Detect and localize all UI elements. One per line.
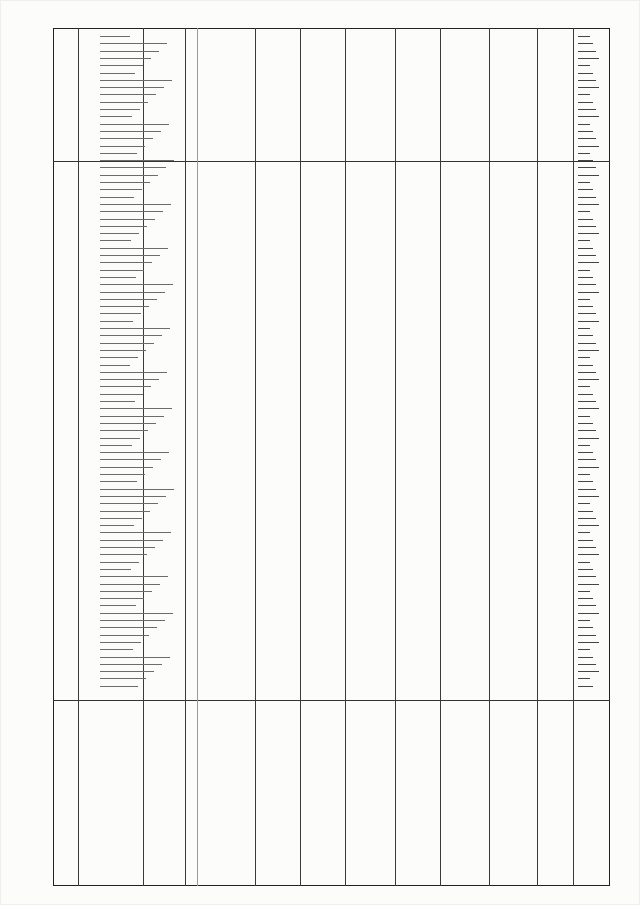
scanned-text-line	[100, 525, 134, 526]
scanned-value-mark	[578, 620, 590, 621]
scanned-value-mark	[578, 657, 593, 658]
scanned-text-line	[100, 547, 155, 548]
scanned-value-mark	[578, 525, 599, 526]
scanned-text-line	[100, 160, 174, 161]
scanned-value-mark	[578, 313, 596, 314]
scanned-text-line	[100, 562, 139, 563]
scanned-value-mark	[578, 51, 596, 52]
scanned-text-line	[100, 678, 146, 679]
scanned-value-mark	[578, 270, 590, 271]
scanned-text-line	[100, 131, 161, 132]
scanned-text-line	[100, 211, 163, 212]
scanned-text-line	[100, 51, 159, 52]
scanned-value-mark	[578, 350, 599, 351]
scanned-text-line	[100, 511, 150, 512]
column-divider	[440, 28, 441, 886]
scanned-value-mark	[578, 262, 599, 263]
scanned-value-mark	[578, 138, 596, 139]
scanned-value-mark	[578, 80, 596, 81]
scanned-value-mark	[578, 248, 593, 249]
scanned-text-line	[100, 182, 150, 183]
scanned-value-mark	[578, 299, 590, 300]
scanned-text-line	[100, 496, 166, 497]
column-divider	[395, 28, 396, 886]
scanned-text-line	[100, 102, 148, 103]
scanned-value-mark	[578, 591, 590, 592]
scanned-value-mark	[578, 124, 590, 125]
scanned-text-line	[100, 284, 173, 285]
scanned-text-line	[100, 401, 135, 402]
scanned-text-line	[100, 474, 145, 475]
scanned-value-mark	[578, 430, 596, 431]
scanned-value-mark	[578, 43, 593, 44]
scanned-text-line	[100, 313, 141, 314]
scanned-value-mark	[578, 598, 593, 599]
scanned-text-line	[100, 43, 167, 44]
scanned-value-mark	[578, 87, 599, 88]
scanned-value-mark	[578, 671, 599, 672]
scanned-text-line	[100, 613, 173, 614]
column-divider	[573, 28, 574, 886]
scanned-value-mark	[578, 146, 599, 147]
scanned-text-line	[100, 65, 143, 66]
scanned-value-mark	[578, 160, 593, 161]
scanned-value-mark	[578, 416, 590, 417]
scanned-value-mark	[578, 562, 590, 563]
scanned-value-mark	[578, 240, 590, 241]
scanned-value-mark	[578, 642, 599, 643]
scanned-value-mark	[578, 36, 590, 37]
scanned-value-mark	[578, 131, 593, 132]
column-divider	[489, 28, 490, 886]
scanned-value-mark	[578, 372, 596, 373]
scanned-text-line	[100, 189, 142, 190]
scanned-text-line	[100, 664, 162, 665]
column-divider	[143, 28, 144, 886]
scanned-text-line	[100, 598, 144, 599]
scanned-text-line	[100, 219, 155, 220]
scanned-value-mark	[578, 204, 599, 205]
scanned-text-line	[100, 649, 133, 650]
scanned-text-line	[100, 518, 142, 519]
scanned-value-mark	[578, 467, 599, 468]
scanned-text-line	[100, 73, 135, 74]
scanned-text-line	[100, 408, 172, 409]
scanned-text-line	[100, 175, 158, 176]
scanned-value-mark	[578, 474, 590, 475]
scanned-text-line	[100, 299, 157, 300]
scanned-value-mark	[578, 408, 599, 409]
scanned-value-mark	[578, 219, 593, 220]
scanned-text-line	[100, 459, 161, 460]
scanned-value-mark	[578, 233, 599, 234]
scanned-text-line	[100, 379, 159, 380]
scanned-text-line	[100, 335, 162, 336]
scanned-value-mark	[578, 503, 590, 504]
scanned-value-mark	[578, 635, 596, 636]
scanned-value-mark	[578, 649, 590, 650]
scanned-value-mark	[578, 153, 590, 154]
scanned-value-mark	[578, 73, 593, 74]
scanned-text-line	[100, 627, 157, 628]
table-frame	[53, 28, 610, 886]
scanned-value-mark	[578, 58, 599, 59]
scanned-text-line	[100, 255, 160, 256]
column-divider	[345, 28, 346, 886]
scanned-value-mark	[578, 452, 593, 453]
scanned-text-line	[100, 357, 138, 358]
scanned-value-mark	[578, 102, 593, 103]
scanned-text-line	[100, 94, 156, 95]
scanned-text-line	[100, 584, 160, 585]
scanned-value-mark	[578, 547, 596, 548]
scanned-value-mark	[578, 496, 599, 497]
scanned-value-mark	[578, 65, 590, 66]
scanned-text-line	[100, 416, 164, 417]
scanned-value-mark	[578, 211, 590, 212]
scanned-text-line	[100, 80, 172, 81]
scanned-value-mark	[578, 664, 596, 665]
scanned-value-mark	[578, 182, 590, 183]
scanned-value-mark	[578, 686, 593, 687]
scanned-value-mark	[578, 189, 593, 190]
scanned-text-line	[100, 686, 138, 687]
scanned-text-line	[100, 328, 170, 329]
header-separator-line	[53, 161, 610, 162]
scanned-text-line	[100, 467, 153, 468]
scanned-text-line	[100, 657, 170, 658]
scanned-text-line	[100, 532, 171, 533]
scanned-text-line	[100, 321, 133, 322]
scanned-text-line	[100, 138, 153, 139]
scanned-text-line	[100, 576, 168, 577]
scanned-text-line	[100, 372, 167, 373]
column-divider	[300, 28, 301, 886]
scanned-value-mark	[578, 321, 599, 322]
scanned-value-mark	[578, 167, 596, 168]
scanned-value-mark	[578, 481, 593, 482]
scanned-text-line	[100, 569, 131, 570]
scanned-value-mark	[578, 540, 593, 541]
scanned-value-mark	[578, 328, 590, 329]
scanned-value-mark	[578, 438, 599, 439]
scanned-value-mark	[578, 109, 596, 110]
column-divider	[197, 28, 198, 886]
scanned-text-line	[100, 350, 146, 351]
scanned-text-line	[100, 226, 147, 227]
scanned-value-mark	[578, 678, 590, 679]
scanned-text-line	[100, 197, 134, 198]
scanned-text-line	[100, 438, 140, 439]
scanned-text-line	[100, 153, 137, 154]
scanned-text-line	[100, 292, 165, 293]
scanned-text-line	[100, 489, 174, 490]
scanned-text-line	[100, 240, 131, 241]
scanned-text-line	[100, 671, 154, 672]
scanned-value-mark	[578, 94, 590, 95]
scanned-text-line	[100, 430, 148, 431]
scanned-text-line	[100, 635, 149, 636]
scanned-text-line	[100, 554, 147, 555]
scanned-value-mark	[578, 569, 593, 570]
scanned-value-mark	[578, 584, 599, 585]
scanned-text-line	[100, 620, 165, 621]
scanned-text-line	[100, 248, 168, 249]
scanned-text-line	[100, 116, 132, 117]
scanned-value-mark	[578, 627, 593, 628]
scanned-text-line	[100, 36, 130, 37]
scanned-value-mark	[578, 489, 596, 490]
scanned-text-line	[100, 394, 143, 395]
scanned-text-line	[100, 306, 149, 307]
scanned-value-mark	[578, 386, 590, 387]
scanned-text-line	[100, 233, 139, 234]
scanned-value-mark	[578, 379, 599, 380]
scanned-value-mark	[578, 554, 599, 555]
scanned-text-line	[100, 270, 144, 271]
scanned-text-line	[100, 109, 140, 110]
scanned-value-mark	[578, 116, 599, 117]
scanned-value-mark	[578, 511, 593, 512]
scanned-value-mark	[578, 335, 593, 336]
scanned-value-mark	[578, 284, 596, 285]
scanned-value-mark	[578, 175, 599, 176]
scanned-value-mark	[578, 401, 596, 402]
scanned-value-mark	[578, 277, 593, 278]
scanned-value-mark	[578, 357, 590, 358]
scanned-text-line	[100, 423, 156, 424]
scanned-text-line	[100, 445, 132, 446]
scanned-value-mark	[578, 605, 596, 606]
scanned-text-line	[100, 204, 171, 205]
column-divider	[185, 28, 186, 886]
scanned-value-mark	[578, 292, 599, 293]
scanned-text-line	[100, 481, 137, 482]
scanned-value-mark	[578, 197, 596, 198]
scanned-text-line	[100, 540, 163, 541]
scanned-text-line	[100, 386, 151, 387]
scanned-value-mark	[578, 532, 590, 533]
scanned-value-mark	[578, 365, 593, 366]
scanned-value-mark	[578, 518, 596, 519]
scanned-text-line	[100, 605, 136, 606]
column-divider	[78, 28, 79, 886]
scanned-text-line	[100, 452, 169, 453]
scanned-value-mark	[578, 343, 596, 344]
scanned-value-mark	[578, 423, 593, 424]
scanned-text-line	[100, 343, 154, 344]
scanned-value-mark	[578, 576, 596, 577]
scanned-text-line	[100, 146, 145, 147]
column-divider	[537, 28, 538, 886]
scanned-text-line	[100, 277, 136, 278]
scanned-value-mark	[578, 445, 590, 446]
scanned-text-line	[100, 87, 164, 88]
scanned-value-mark	[578, 613, 599, 614]
scanned-text-line	[100, 124, 169, 125]
scanned-text-line	[100, 591, 152, 592]
scanned-value-mark	[578, 306, 593, 307]
scanned-text-line	[100, 503, 158, 504]
scanned-value-mark	[578, 255, 596, 256]
column-divider	[255, 28, 256, 886]
scanned-value-mark	[578, 459, 596, 460]
scanned-text-line	[100, 365, 130, 366]
scanned-text-line	[100, 167, 166, 168]
scanned-value-mark	[578, 394, 593, 395]
scanned-value-mark	[578, 226, 596, 227]
lower-section-line	[53, 700, 610, 701]
scanned-text-line	[100, 58, 151, 59]
scanned-text-line	[100, 642, 141, 643]
scanned-text-line	[100, 262, 152, 263]
